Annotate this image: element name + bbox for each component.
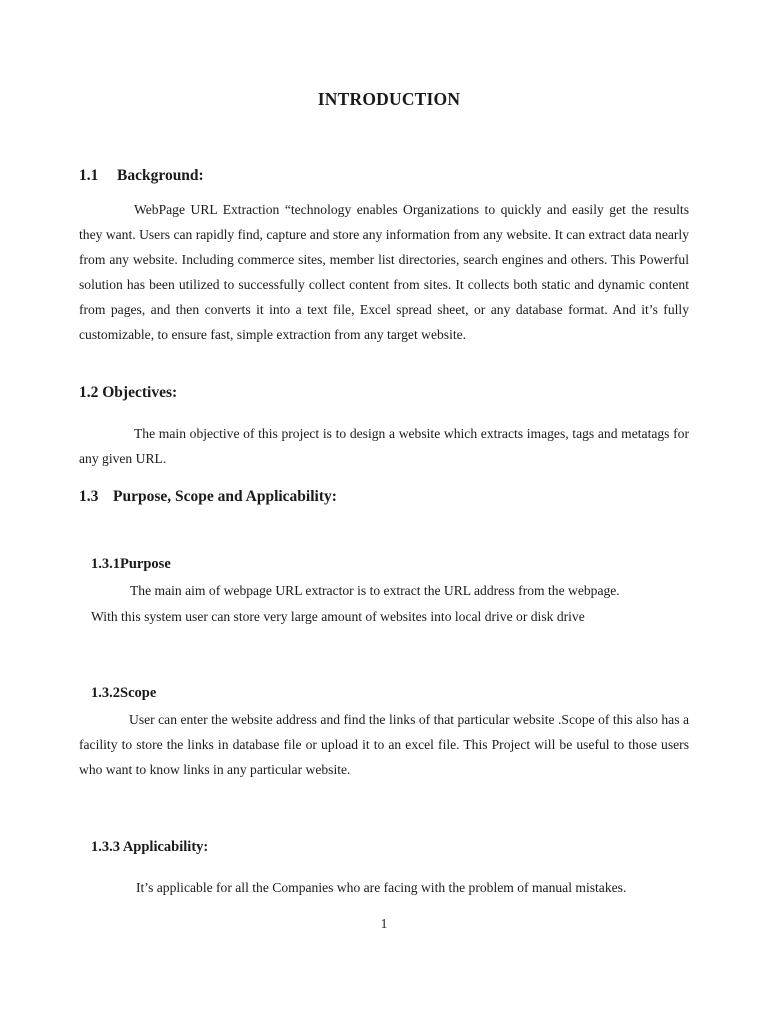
page-title: INTRODUCTION <box>317 89 461 109</box>
subsection-heading-applicability: 1.3.3 Applicability: <box>91 839 209 855</box>
page-number: 1 <box>380 916 388 931</box>
purpose-line-2: With this system user can store very large amount of websites into local drive or disk drive <box>91 609 585 624</box>
section-number: 1.3 <box>79 488 99 505</box>
section-title: Purpose, Scope and Applicability: <box>113 488 337 505</box>
section-number: 1.1 <box>79 167 99 184</box>
objectives-paragraph: The main objective of this project is to design a website which extracts images, tags and metatags for any given URL. <box>79 426 689 466</box>
background-paragraph: WebPage URL Extraction “technology enables Organizations to quickly and easily get the results they want. Users can rapidly find, capture and store any information from any website. It can extract data nearly from any website. Including commerce sites, member list directories, search engines and others. This Powerful solution has been utilized to successfully collect content from sites. It collects both static and dynamic content from pages, and then converts it into a text file, Excel spread sheet, or any database format. And it’s fully customizable, to ensure fast, simple extraction from any target website. <box>79 202 689 342</box>
scope-paragraph: User can enter the website address and find the links of that particular website .Scope of this also has a facility to store the links in database file or upload it to an excel file. This Project will be useful to those users who want to know links in any particular website. <box>79 712 689 777</box>
section-heading-background <box>79 167 204 185</box>
subsection-heading-scope: 1.3.2Scope <box>91 685 157 701</box>
purpose-line-1: The main aim of webpage URL extractor is to extract the URL address from the webpage. <box>130 583 620 598</box>
applicability-paragraph: It’s applicable for all the Companies who are facing with the problem of manual mistakes. <box>136 880 627 895</box>
section-heading-purpose-scope <box>79 488 337 506</box>
subsection-heading-purpose: 1.3.1Purpose <box>91 556 171 572</box>
section-title: Background: <box>117 167 204 184</box>
section-heading-objectives: 1.2 Objectives: <box>79 384 178 401</box>
